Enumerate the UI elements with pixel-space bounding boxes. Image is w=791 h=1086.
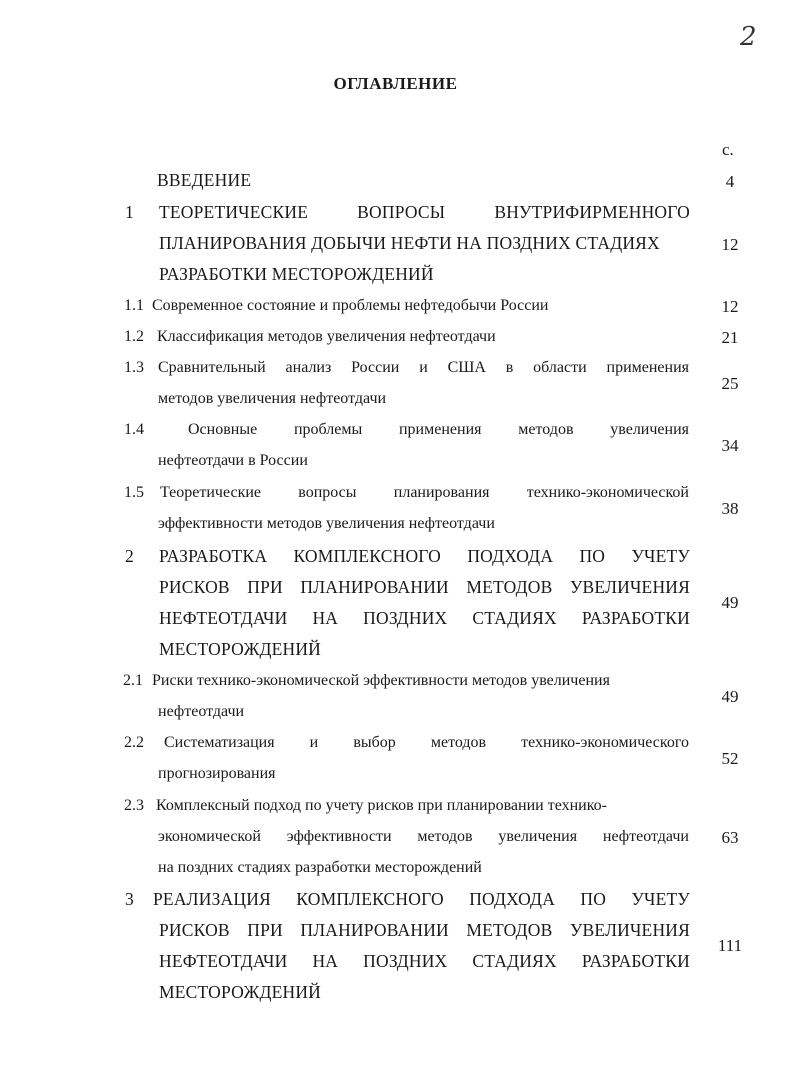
toc-entry-line: РИСКОВ ПРИ ПЛАНИРОВАНИИ МЕТОДОВ УВЕЛИЧЕНИЯ: [159, 920, 690, 940]
toc-entry-number: 1.2: [124, 328, 144, 345]
toc-entry-line: нефтеотдачи в России: [158, 452, 308, 469]
toc-entry-line: Основные проблемы применения методов увеличения: [188, 421, 689, 438]
toc-entry-line: Теоретические вопросы планирования технико-экономической: [160, 484, 689, 501]
toc-entry-number: 1.5: [124, 484, 144, 501]
toc-entry-line: РАЗРАБОТКА КОМПЛЕКСНОГО ПОДХОДА ПО УЧЕТУ: [159, 546, 690, 566]
toc-entry-line: НЕФТЕОТДАЧИ НА ПОЗДНИХ СТАДИЯХ РАЗРАБОТКИ: [159, 608, 690, 628]
toc-entry-line: Комплексный подход по учету рисков при планировании технико-: [156, 797, 608, 814]
toc-entry-line: МЕСТОРОЖДЕНИЙ: [159, 982, 321, 1002]
toc-entry-number: 3: [125, 889, 134, 909]
toc-entry-number: 1.4: [124, 421, 144, 438]
toc-page-number: 4: [725, 172, 735, 191]
toc-entry-line: РИСКОВ ПРИ ПЛАНИРОВАНИИ МЕТОДОВ УВЕЛИЧЕНИЯ: [159, 577, 690, 597]
toc-entry-line: экономической эффективности методов увеличения нефтеотдачи: [158, 828, 689, 845]
toc-entry-line: РАЗРАБОТКИ МЕСТОРОЖДЕНИЙ: [159, 264, 434, 284]
toc-entry-line: на поздних стадиях разработки месторождений: [158, 859, 482, 876]
toc-entry-line: ТЕОРЕТИЧЕСКИЕ ВОПРОСЫ ВНУТРИФИРМЕННОГО: [159, 202, 690, 222]
toc-entry-number: 1.3: [124, 359, 144, 376]
toc-entry-line: эффективности методов увеличения нефтеотдачи: [158, 515, 495, 532]
toc-entry-line: Классификация методов увеличения нефтеотдачи: [157, 328, 496, 345]
toc-page-number: 38: [721, 499, 739, 518]
toc-page-number: 63: [721, 828, 739, 847]
toc-page-number: 49: [721, 687, 739, 706]
toc-page-number: 12: [721, 297, 739, 316]
toc-entry-number: 2.3: [124, 797, 144, 814]
toc-entry-line: Систематизация и выбор методов технико-экономического: [164, 734, 689, 751]
toc-entry-number: 2.1: [123, 672, 143, 689]
toc-entry-line: НЕФТЕОТДАЧИ НА ПОЗДНИХ СТАДИЯХ РАЗРАБОТКИ: [159, 951, 690, 971]
toc-entry-label: ВВЕДЕНИЕ: [157, 170, 252, 190]
toc-entry-line: Риски технико-экономической эффективности методов увеличения: [152, 672, 610, 689]
toc-page-number: 52: [721, 749, 739, 768]
handwritten-page-number: 2: [740, 22, 757, 52]
toc-page-number: 34: [721, 436, 739, 455]
toc-entry-line: прогнозирования: [158, 765, 276, 782]
toc-page-number: 49: [721, 593, 739, 612]
toc-entry-number: 2.2: [124, 734, 144, 751]
toc-page-number: 25: [721, 374, 739, 393]
toc-entry-line: МЕСТОРОЖДЕНИЙ: [159, 639, 321, 659]
page-column-label: с.: [722, 140, 734, 159]
toc-entry-number: 2: [125, 546, 134, 566]
toc-entry-line: нефтеотдачи: [158, 703, 245, 720]
toc-entry-line: методов увеличения нефтеотдачи: [158, 390, 387, 407]
toc-entry-number: 1.1: [124, 297, 144, 314]
toc-entry-line: РЕАЛИЗАЦИЯ КОМПЛЕКСНОГО ПОДХОДА ПО УЧЕТУ: [153, 889, 690, 909]
toc-page-number: 21: [721, 328, 739, 347]
toc-page-number: 111: [717, 936, 743, 955]
page-title: ОГЛАВЛЕНИЕ: [333, 74, 458, 93]
toc-page-number: 12: [721, 235, 739, 254]
toc-entry-number: 1: [125, 202, 134, 222]
toc-entry-line: ПЛАНИРОВАНИЯ ДОБЫЧИ НЕФТИ НА ПОЗДНИХ СТАДИЯХ: [159, 233, 660, 253]
toc-entry-line: Современное состояние и проблемы нефтедобычи России: [152, 297, 549, 314]
toc-entry-line: Сравнительный анализ России и США в области применения: [158, 359, 689, 376]
